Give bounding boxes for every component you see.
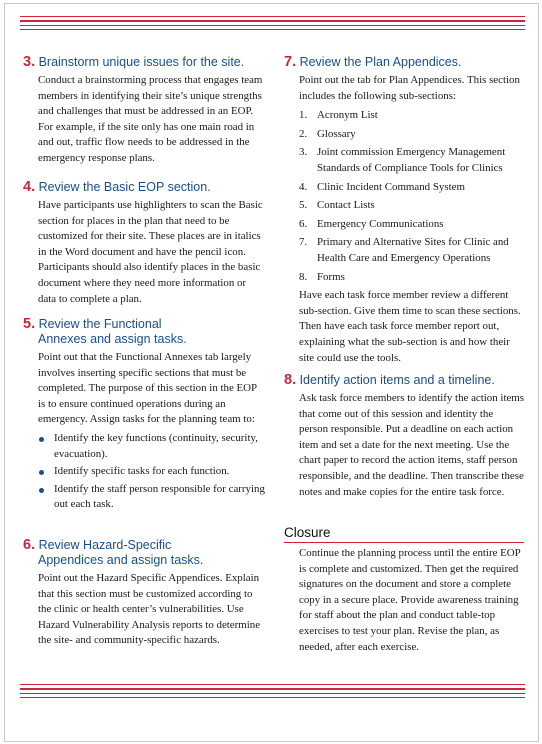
- section-title: Review the Basic EOP section.: [38, 180, 211, 194]
- task-bullet-list: [38, 431, 266, 513]
- section-body: Point out that the Functional Annexes tab largely involves inserting specific sections that must be completed. The purpose of this section in the EOP is to ensure continued operations during an emergency. Assign tasks for the planning team to:: [38, 351, 257, 426]
- section-body: Point out the Hazard Specific Appendices. Explain that this section must be customized according to the clinic or health center’s vulnerabilities. Use Hazard Vulnerability Analysis reports to determine the site- and community-specific hazards.: [38, 572, 261, 647]
- closure-body: Continue the planning process until the entire EOP is complete and customized. Then get the required signatures on the document and store a complete copy in a secure place. Provide awareness training for staff about the plan and conduct table-top exercises to test your plan. Revise the plan, as needed, after each exercise.: [299, 547, 521, 653]
- section-3: [23, 55, 266, 167]
- list-item: 7. Primary and Alternative Sites for Clinic and Health Care and Emergency Operations: [299, 236, 509, 264]
- section-4-heading: [23, 180, 266, 195]
- section-5: [23, 317, 266, 515]
- section-3-heading: [23, 55, 266, 70]
- section-title: Review Hazard-Specific: [38, 538, 172, 552]
- section-title: Review the Functional: [38, 317, 162, 331]
- list-item: Identify the staff person responsible for carrying out each task.: [38, 482, 266, 513]
- top-rule-band: [20, 16, 525, 33]
- appendix-list: [299, 108, 524, 285]
- section-6: [23, 538, 266, 649]
- section-number: 7.: [284, 54, 297, 70]
- section-number: 5.: [23, 316, 36, 332]
- section-5-heading: [23, 317, 266, 347]
- section-number: 8.: [284, 372, 297, 388]
- list-item: 2. Glossary: [299, 127, 356, 140]
- section-number: 3.: [23, 54, 36, 70]
- section-number: 4.: [23, 179, 36, 195]
- list-item: Identify the key functions (continuity, security, evacuation).: [38, 431, 266, 462]
- list-item: 4. Clinic Incident Command System: [299, 180, 465, 193]
- section-8-heading: [284, 373, 524, 388]
- list-item: 3. Joint commission Emergency Management Standards of Compliance Tools for Clinics: [299, 146, 506, 174]
- closure-heading: Closure: [284, 525, 524, 543]
- bullet-icon: [39, 470, 44, 475]
- section-7-heading: [284, 55, 524, 70]
- list-item: 1. Acronym List: [299, 109, 378, 122]
- list-item: 6. Emergency Communications: [299, 217, 444, 230]
- list-item: 8. Forms: [299, 270, 345, 283]
- section-8: [284, 373, 524, 500]
- section-title: Identify action items and a timeline.: [299, 373, 495, 387]
- closure-section: [284, 525, 524, 655]
- bullet-icon: [39, 488, 44, 493]
- list-item: 5. Contact Lists: [299, 199, 375, 212]
- list-item: Identify specific tasks for each function.: [38, 464, 266, 480]
- bottom-rule-band: [20, 684, 525, 701]
- section-title-cont: Annexes and assign tasks.: [38, 332, 187, 346]
- section-title: Brainstorm unique issues for the site.: [38, 55, 245, 69]
- section-number: 6.: [23, 537, 36, 553]
- section-intro: Point out the tab for Plan Appendices. This section includes the following sub-sections:: [299, 74, 520, 102]
- section-outro: Have each task force member review a different sub-section. Give them time to scan these sections. Then have each task force member report out, explaining what the sub-section is and how their site could use the tools.: [299, 289, 521, 364]
- section-body: Have participants use highlighters to scan the Basic section for places in the plan that need to be customized for their site. These places are in italics in the Word document and have the pencil icon. Participants should also identify places in the basic document where they need more information or data to complete a plan.: [38, 199, 263, 305]
- section-body: Conduct a brainstorming process that engages team members in identifying their site’s unique strengths and challenges that must be addressed in an EOP. For example, if the site only has one main road in and out, traffic flow needs to be addressed in the emergency response plans.: [38, 74, 263, 164]
- section-7: [284, 55, 524, 366]
- section-title: Review the Plan Appendices.: [299, 55, 462, 69]
- section-6-heading: [23, 538, 266, 568]
- section-4: [23, 180, 266, 307]
- bullet-icon: [39, 437, 44, 442]
- section-title-cont: Appendices and assign tasks.: [38, 553, 204, 567]
- section-body: Ask task force members to identify the action items that come out of this session and identity the person responsible. Put a deadline on each action item and set a date for the next meeting. Use the chart paper to record the action items, staff person responsible, and the deadline. Then transcribe these notes and make copies for the entire task force.: [299, 392, 525, 498]
